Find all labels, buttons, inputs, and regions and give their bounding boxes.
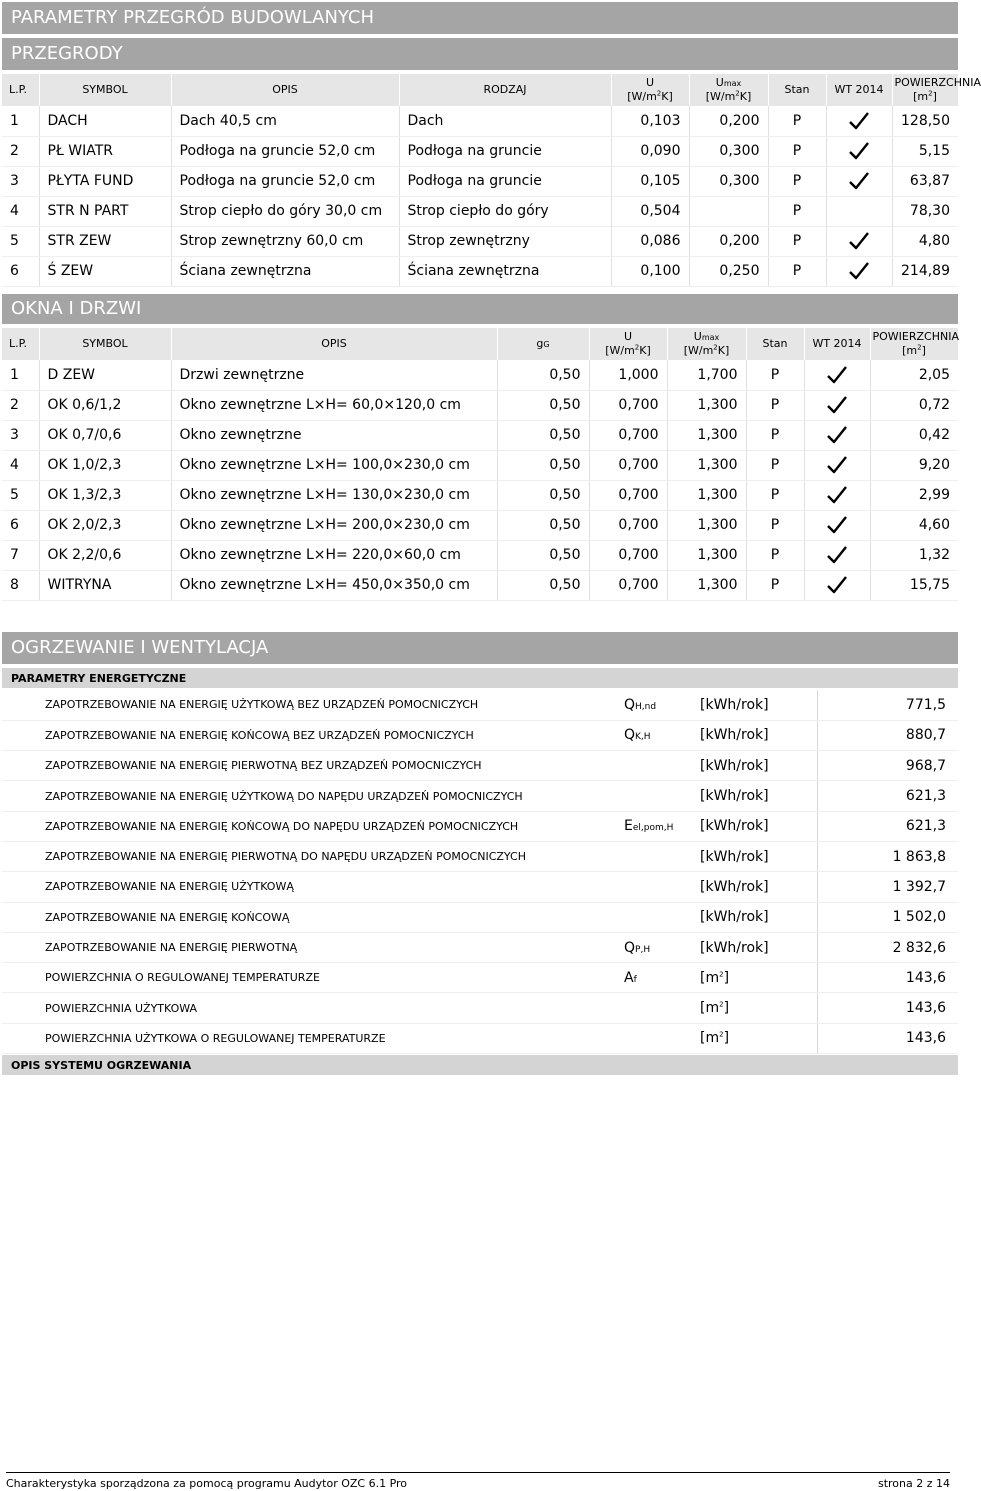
energy-symbol: QP,H — [622, 932, 696, 962]
cell-pow: 1,32 — [870, 540, 958, 570]
energy-unit: $[m^2]$ — [696, 963, 817, 993]
energy-value: 621,3 — [817, 811, 958, 841]
energy-value: 1 392,7 — [817, 872, 958, 902]
cell-gg: 0,50 — [497, 360, 589, 390]
page-footer — [6, 1472, 950, 1491]
energy-label: ZAPOTRZEBOWANIE NA ENERGIĘ UŻYTKOWĄ — [2, 872, 622, 902]
header-symbol: SYMBOL — [39, 328, 171, 360]
cell-u: 0,700 — [589, 540, 667, 570]
energy-unit: [kWh/rok] — [696, 720, 817, 750]
cell-u: 0,700 — [589, 510, 667, 540]
section-title-okna: OKNA I DRZWI — [2, 294, 958, 324]
energy-label: ZAPOTRZEBOWANIE NA ENERGIĘ PIERWOTNĄ DO NAPĘDU URZĄDZEŃ POMOCNICZYCH — [2, 841, 622, 871]
cell-wt — [804, 510, 870, 540]
header-wt: WT 2014 — [826, 74, 892, 106]
energy-row — [2, 932, 958, 962]
energy-value: 621,3 — [817, 781, 958, 811]
cell-pow: 15,75 — [870, 570, 958, 600]
cell-wt — [826, 136, 892, 166]
cell-symbol: OK 0,6/1,2 — [39, 390, 171, 420]
cell-u: 0,700 — [589, 450, 667, 480]
energy-row — [2, 993, 958, 1023]
cell-opis: Podłoga na gruncie 52,0 cm — [171, 136, 399, 166]
cell-gg: 0,50 — [497, 540, 589, 570]
header-stan: Stan — [746, 328, 804, 360]
cell-pow: 4,80 — [892, 226, 958, 256]
cell-u: 0,700 — [589, 390, 667, 420]
energy-value: 2 832,6 — [817, 932, 958, 962]
energy-label: ZAPOTRZEBOWANIE NA ENERGIĘ UŻYTKOWĄ BEZ URZĄDZEŃ POMOCNICZYCH — [2, 690, 622, 720]
cell-wt — [826, 226, 892, 256]
energy-label: ZAPOTRZEBOWANIE NA ENERGIĘ UŻYTKOWĄ DO NAPĘDU URZĄDZEŃ POMOCNICZYCH — [2, 781, 622, 811]
cell-opis: Ściana zewnętrzna — [171, 256, 399, 286]
section-title-ogrzewanie: OGRZEWANIE I WENTYLACJA — [2, 632, 958, 664]
cell-u: 1,000 — [589, 360, 667, 390]
cell-pow: 9,20 — [870, 450, 958, 480]
cell-stan: P — [746, 390, 804, 420]
cell-wt — [826, 106, 892, 136]
cell-u: 0,700 — [589, 420, 667, 450]
header-symbol: SYMBOL — [39, 74, 171, 106]
cell-rodzaj: Dach — [399, 106, 611, 136]
params-title: PARAMETRY ENERGETYCZNE — [2, 668, 958, 688]
cell-opis: Okno zewnętrzne L×H= 130,0×230,0 cm — [171, 480, 497, 510]
cell-lp: 3 — [2, 420, 39, 450]
energy-unit: [kWh/rok] — [696, 751, 817, 781]
energy-unit: [kWh/rok] — [696, 811, 817, 841]
cell-wt — [804, 360, 870, 390]
checkmark-icon — [826, 367, 848, 383]
cell-umax — [689, 196, 768, 226]
section-title-przegrody: PRZEGRODY — [2, 38, 958, 70]
energy-symbol: QH,nd — [622, 690, 696, 720]
cell-pow: 78,30 — [892, 196, 958, 226]
cell-pow: 5,15 — [892, 136, 958, 166]
checkmark-icon — [848, 263, 870, 279]
cell-lp: 4 — [2, 196, 39, 226]
cell-opis: Podłoga na gruncie 52,0 cm — [171, 166, 399, 196]
table-row — [2, 390, 958, 420]
cell-gg: 0,50 — [497, 390, 589, 420]
cell-symbol: STR N PART — [39, 196, 171, 226]
table-row — [2, 196, 958, 226]
cell-stan: P — [746, 540, 804, 570]
cell-umax: 1,300 — [667, 390, 746, 420]
energy-unit: [kWh/rok] — [696, 932, 817, 962]
cell-umax: 1,300 — [667, 540, 746, 570]
table-row — [2, 480, 958, 510]
checkmark-icon — [848, 233, 870, 249]
cell-symbol: STR ZEW — [39, 226, 171, 256]
okna-rows — [2, 360, 958, 600]
energy-unit: [kWh/rok] — [696, 841, 817, 871]
cell-pow: 63,87 — [892, 166, 958, 196]
energy-symbol — [622, 781, 696, 811]
cell-lp: 5 — [2, 226, 39, 256]
checkmark-icon — [848, 143, 870, 159]
header-lp: L.P. — [2, 74, 39, 106]
cell-wt — [804, 570, 870, 600]
energy-label: ZAPOTRZEBOWANIE NA ENERGIĘ KOŃCOWĄ — [2, 902, 622, 932]
table-row — [2, 420, 958, 450]
cell-lp: 1 — [2, 106, 39, 136]
cell-umax: 0,300 — [689, 166, 768, 196]
energy-unit: [kWh/rok] — [696, 781, 817, 811]
table-row — [2, 166, 958, 196]
energy-value: 1 502,0 — [817, 902, 958, 932]
cell-umax: 1,300 — [667, 450, 746, 480]
cell-opis: Okno zewnętrzne L×H= 60,0×120,0 cm — [171, 390, 497, 420]
checkmark-icon — [826, 457, 848, 473]
cell-stan: P — [746, 450, 804, 480]
cell-stan: P — [746, 510, 804, 540]
table-header — [2, 74, 958, 106]
header-gg: gG — [497, 328, 589, 360]
cell-u: 0,103 — [611, 106, 689, 136]
cell-opis: Dach 40,5 cm — [171, 106, 399, 136]
cell-gg: 0,50 — [497, 570, 589, 600]
cell-u: 0,504 — [611, 196, 689, 226]
cell-umax: 0,200 — [689, 106, 768, 136]
cell-stan: P — [746, 360, 804, 390]
cell-wt — [804, 450, 870, 480]
checkmark-icon — [848, 113, 870, 129]
energy-symbol — [622, 872, 696, 902]
cell-pow: 4,60 — [870, 510, 958, 540]
cell-umax: 0,200 — [689, 226, 768, 256]
cell-symbol: OK 0,7/0,6 — [39, 420, 171, 450]
energy-row — [2, 902, 958, 932]
cell-symbol: DACH — [39, 106, 171, 136]
cell-u: 0,700 — [589, 480, 667, 510]
cell-pow: 2,05 — [870, 360, 958, 390]
page-title: PARAMETRY PRZEGRÓD BUDOWLANYCH — [2, 2, 958, 34]
energy-symbol: QK,H — [622, 720, 696, 750]
checkmark-icon — [826, 487, 848, 503]
cell-opis: Strop ciepło do góry 30,0 cm — [171, 196, 399, 226]
energy-row — [2, 781, 958, 811]
cell-rodzaj: Podłoga na gruncie — [399, 166, 611, 196]
checkmark-icon — [826, 397, 848, 413]
przegrody-rows — [2, 106, 958, 286]
cell-pow: 2,99 — [870, 480, 958, 510]
energy-row — [2, 690, 958, 720]
cell-wt — [826, 256, 892, 286]
cell-umax: 1,300 — [667, 420, 746, 450]
cell-wt — [826, 166, 892, 196]
energy-table — [2, 690, 958, 1054]
cell-lp: 5 — [2, 480, 39, 510]
cell-u: 0,105 — [611, 166, 689, 196]
header-umax: Umax $[W/m^2K]$ — [689, 74, 768, 106]
energy-label: ZAPOTRZEBOWANIE NA ENERGIĘ PIERWOTNĄ — [2, 932, 622, 962]
energy-value: 1 863,8 — [817, 841, 958, 871]
energy-label: ZAPOTRZEBOWANIE NA ENERGIĘ PIERWOTNĄ BEZ URZĄDZEŃ POMOCNICZYCH — [2, 751, 622, 781]
cell-opis: Strop zewnętrzny 60,0 cm — [171, 226, 399, 256]
energy-unit: $[m^2]$ — [696, 1023, 817, 1053]
cell-opis: Okno zewnętrzne L×H= 100,0×230,0 cm — [171, 450, 497, 480]
cell-umax: 0,300 — [689, 136, 768, 166]
cell-rodzaj: Strop ciepło do góry — [399, 196, 611, 226]
cell-lp: 8 — [2, 570, 39, 600]
cell-symbol: OK 1,3/2,3 — [39, 480, 171, 510]
table-row — [2, 226, 958, 256]
system-title: OPIS SYSTEMU OGRZEWANIA — [2, 1055, 958, 1075]
checkmark-icon — [826, 547, 848, 563]
cell-umax: 1,700 — [667, 360, 746, 390]
cell-symbol: D ZEW — [39, 360, 171, 390]
cell-lp: 7 — [2, 540, 39, 570]
cell-lp: 1 — [2, 360, 39, 390]
table-row — [2, 570, 958, 600]
cell-stan: P — [746, 480, 804, 510]
cell-stan: P — [768, 256, 826, 286]
table-row — [2, 510, 958, 540]
energy-symbol: Eel,pom,H — [622, 811, 696, 841]
header-wt: WT 2014 — [804, 328, 870, 360]
cell-opis: Drzwi zewnętrzne — [171, 360, 497, 390]
footer-page-number: strona 2 z 14 — [877, 1476, 950, 1490]
energy-symbol — [622, 751, 696, 781]
header-pow: POWIERZCHNIA $[m^2]$ — [870, 328, 958, 360]
energy-label: POWIERZCHNIA UŻYTKOWA — [2, 993, 622, 1023]
cell-symbol: OK 2,2/0,6 — [39, 540, 171, 570]
cell-stan: P — [768, 166, 826, 196]
cell-lp: 3 — [2, 166, 39, 196]
header-rodzaj: RODZAJ — [399, 74, 611, 106]
cell-opis: Okno zewnętrzne — [171, 420, 497, 450]
cell-lp: 4 — [2, 450, 39, 480]
energy-value: 968,7 — [817, 751, 958, 781]
cell-symbol: OK 2,0/2,3 — [39, 510, 171, 540]
energy-symbol — [622, 993, 696, 1023]
cell-stan: P — [768, 106, 826, 136]
energy-row — [2, 720, 958, 750]
table-row — [2, 540, 958, 570]
cell-stan: P — [746, 420, 804, 450]
checkmark-icon — [826, 577, 848, 593]
energy-value: 880,7 — [817, 720, 958, 750]
header-u: U $[W/m^2K]$ — [589, 328, 667, 360]
header-stan: Stan — [768, 74, 826, 106]
table-row — [2, 106, 958, 136]
energy-symbol: Af — [622, 963, 696, 993]
header-u: U $[W/m^2K]$ — [611, 74, 689, 106]
cell-stan: P — [746, 570, 804, 600]
energy-row — [2, 841, 958, 871]
cell-gg: 0,50 — [497, 450, 589, 480]
checkmark-icon — [826, 517, 848, 533]
energy-row — [2, 751, 958, 781]
cell-rodzaj: Podłoga na gruncie — [399, 136, 611, 166]
energy-value: 143,6 — [817, 1023, 958, 1053]
energy-label: ZAPOTRZEBOWANIE NA ENERGIĘ KOŃCOWĄ DO NAPĘDU URZĄDZEŃ POMOCNICZYCH — [2, 811, 622, 841]
energy-unit: [kWh/rok] — [696, 872, 817, 902]
cell-umax: 0,250 — [689, 256, 768, 286]
energy-label: POWIERZCHNIA O REGULOWANEJ TEMPERATURZE — [2, 963, 622, 993]
table-row — [2, 256, 958, 286]
energy-symbol — [622, 841, 696, 871]
cell-pow: 0,42 — [870, 420, 958, 450]
cell-rodzaj: Ściana zewnętrzna — [399, 256, 611, 286]
energy-row — [2, 811, 958, 841]
cell-rodzaj: Strop zewnętrzny — [399, 226, 611, 256]
cell-lp: 6 — [2, 256, 39, 286]
table-row — [2, 360, 958, 390]
cell-pow: 214,89 — [892, 256, 958, 286]
cell-gg: 0,50 — [497, 480, 589, 510]
przegrody-table — [2, 74, 981, 287]
energy-value: 143,6 — [817, 993, 958, 1023]
energy-unit: $[m^2]$ — [696, 993, 817, 1023]
cell-umax: 1,300 — [667, 570, 746, 600]
header-opis: OPIS — [171, 74, 399, 106]
header-lp: L.P. — [2, 328, 39, 360]
cell-umax: 1,300 — [667, 480, 746, 510]
cell-wt — [804, 480, 870, 510]
cell-stan: P — [768, 196, 826, 226]
energy-symbol — [622, 902, 696, 932]
table-header — [2, 328, 958, 360]
cell-u: 0,700 — [589, 570, 667, 600]
cell-u: 0,086 — [611, 226, 689, 256]
cell-symbol: OK 1,0/2,3 — [39, 450, 171, 480]
cell-lp: 2 — [2, 390, 39, 420]
cell-opis: Okno zewnętrzne L×H= 200,0×230,0 cm — [171, 510, 497, 540]
cell-symbol: Ś ZEW — [39, 256, 171, 286]
energy-symbol — [622, 1023, 696, 1053]
energy-label: POWIERZCHNIA UŻYTKOWA O REGULOWANEJ TEMPERATURZE — [2, 1023, 622, 1053]
cell-stan: P — [768, 226, 826, 256]
cell-symbol: WITRYNA — [39, 570, 171, 600]
table-row — [2, 450, 958, 480]
cell-gg: 0,50 — [497, 510, 589, 540]
header-pow: POWIERZCHNIA $[m^2]$ — [892, 74, 958, 106]
energy-row — [2, 872, 958, 902]
energy-label: ZAPOTRZEBOWANIE NA ENERGIĘ KOŃCOWĄ BEZ URZĄDZEŃ POMOCNICZYCH — [2, 720, 622, 750]
cell-gg: 0,50 — [497, 420, 589, 450]
cell-umax: 1,300 — [667, 510, 746, 540]
checkmark-icon — [848, 173, 870, 189]
cell-u: 0,100 — [611, 256, 689, 286]
cell-opis: Okno zewnętrzne L×H= 220,0×60,0 cm — [171, 540, 497, 570]
cell-lp: 6 — [2, 510, 39, 540]
cell-opis: Okno zewnętrzne L×H= 450,0×350,0 cm — [171, 570, 497, 600]
cell-pow: 0,72 — [870, 390, 958, 420]
cell-pow: 128,50 — [892, 106, 958, 136]
energy-value: 143,6 — [817, 963, 958, 993]
footer-program: Charakterystyka sporządzona za pomocą programu Audytor OZC 6.1 Pro — [6, 1476, 408, 1490]
header-umax: Umax $[W/m^2K]$ — [667, 328, 746, 360]
table-row — [2, 136, 958, 166]
cell-lp: 2 — [2, 136, 39, 166]
energy-unit: [kWh/rok] — [696, 690, 817, 720]
energy-row — [2, 1023, 958, 1053]
cell-symbol: PŁ WIATR — [39, 136, 171, 166]
cell-u: 0,090 — [611, 136, 689, 166]
cell-wt — [804, 540, 870, 570]
cell-stan: P — [768, 136, 826, 166]
energy-unit: [kWh/rok] — [696, 902, 817, 932]
okna-table — [2, 328, 959, 601]
energy-value: 771,5 — [817, 690, 958, 720]
energy-rows — [2, 690, 958, 1054]
cell-symbol: PŁYTA FUND — [39, 166, 171, 196]
header-opis: OPIS — [171, 328, 497, 360]
cell-wt — [826, 196, 892, 226]
energy-row — [2, 963, 958, 993]
cell-wt — [804, 390, 870, 420]
cell-wt — [804, 420, 870, 450]
checkmark-icon — [826, 427, 848, 443]
